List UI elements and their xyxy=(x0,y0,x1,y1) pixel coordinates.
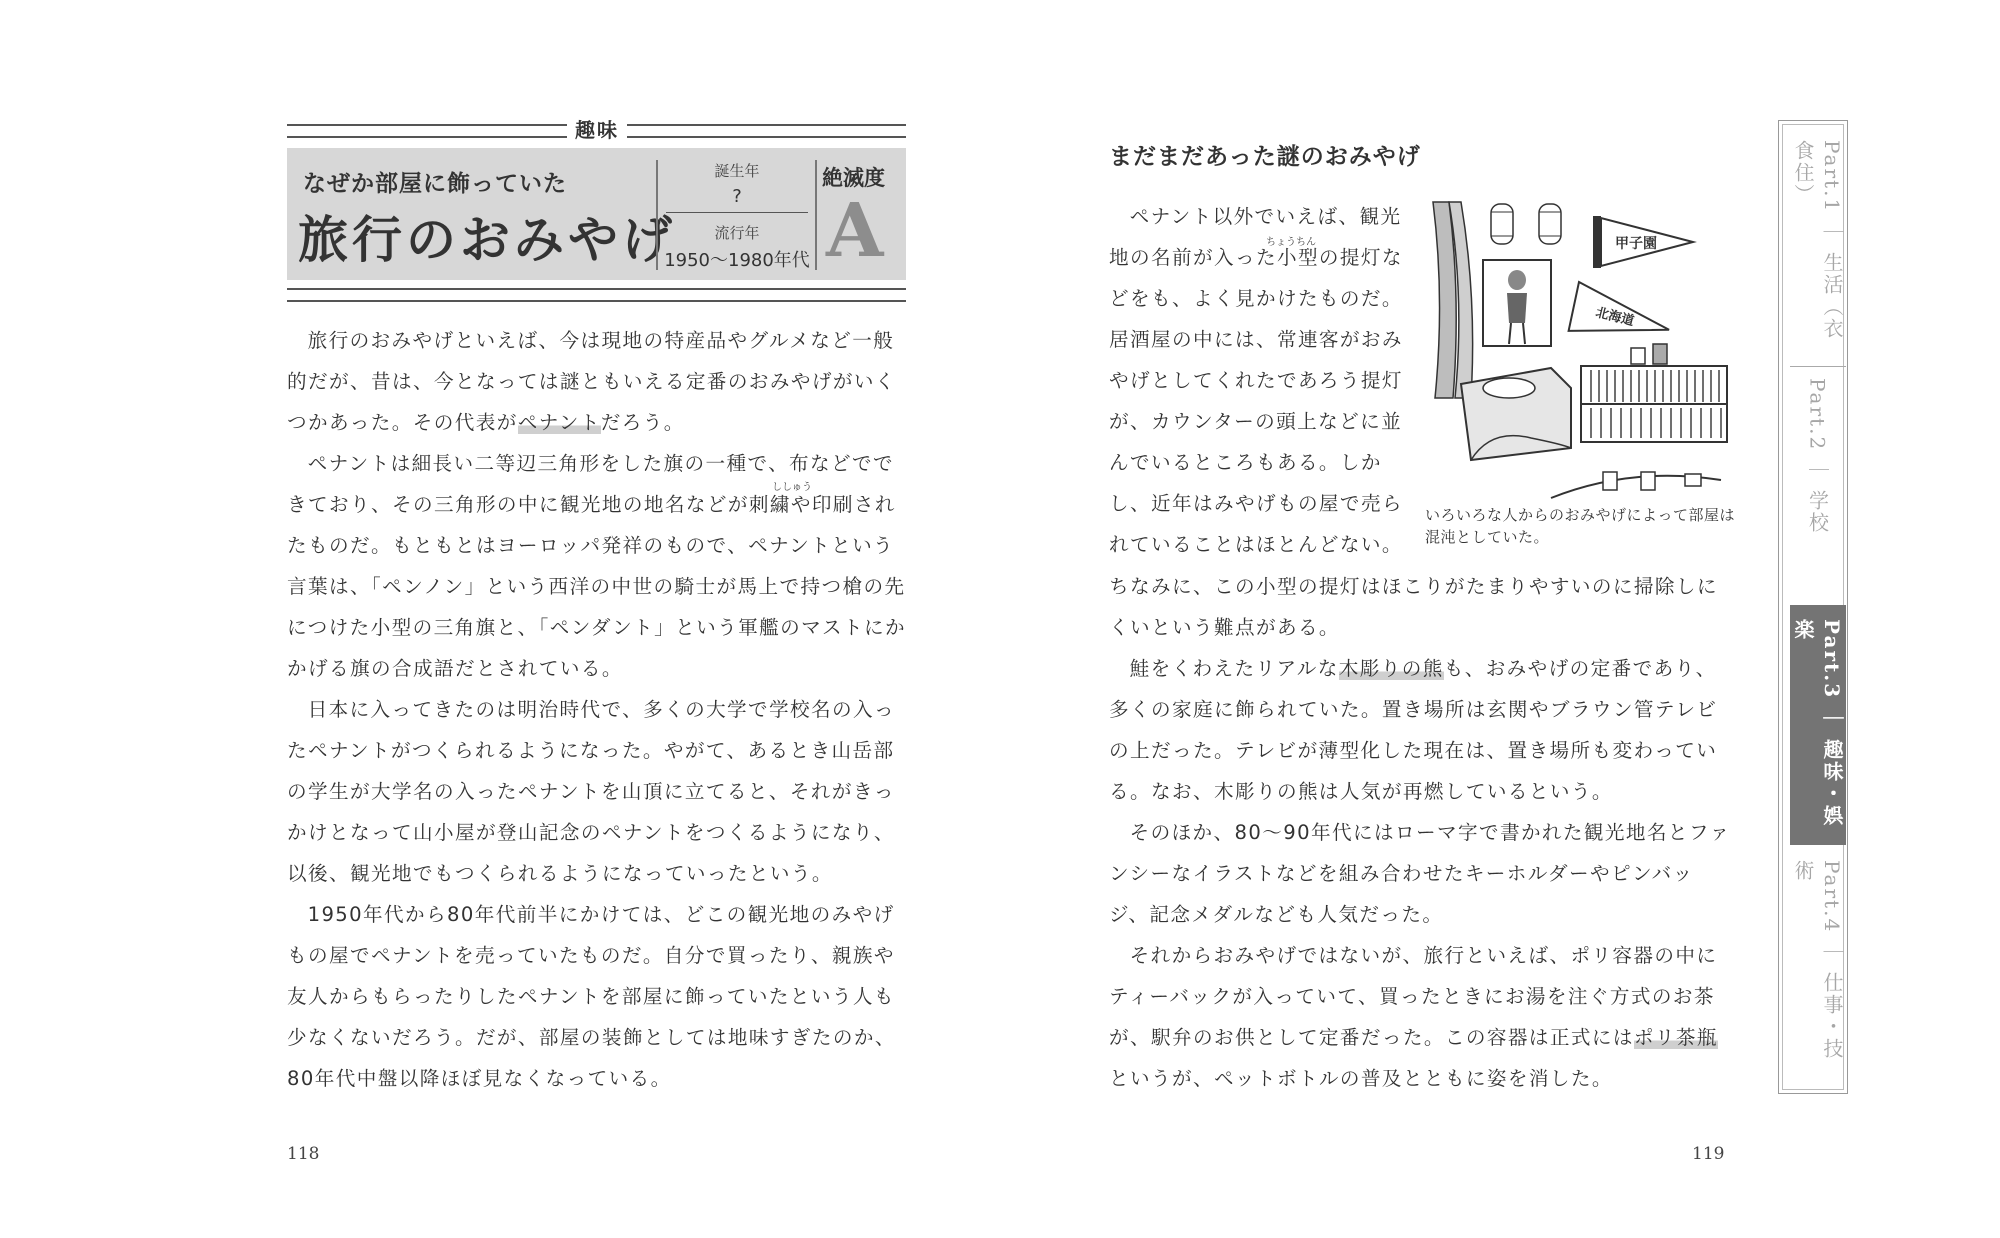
body-paragraph: 1950年代から80年代前半にかけては、どこの観光地のみやげもの屋でペナントを売っていたものだ。自分で買ったり、親族や友人からもらったりしたペナントを部屋に飾っていたという人も少なくないだろう。だが、部屋の装飾としては地味すぎたのか、80年代中盤以降ほぼ見なくなっている。 xyxy=(287,903,896,1090)
body-paragraph: ペナントは細長い二等辺三角形をした旗の一種で、布などでできており、その三角形の中に観光地の地名などが刺繍や印刷されたものだ。もともとはヨーロッパ発祥のもので、ペナントという言葉は、「ペンノン」という西洋の中世の騎士が馬上で持つ槍の先につけた小型の三角旗と、「ペンダント」という軍艦のマストにかかげる旗の合成語だとされている。 xyxy=(287,452,907,680)
trend-year-label: 流行年 xyxy=(714,224,760,242)
birth-year-label: 誕生年 xyxy=(714,162,760,180)
highlight-term: ペナント xyxy=(517,411,601,434)
chapter-tab-part3[interactable] xyxy=(1790,605,1846,845)
page-number-right: 119 xyxy=(1692,1144,1725,1164)
room-illustration xyxy=(1431,198,1729,506)
chapter-tab-part2[interactable] xyxy=(1790,378,1846,578)
extinction-grade: A xyxy=(826,188,884,274)
extinction-label: 絶滅度 xyxy=(822,166,885,190)
ruby-annotation: ちょうちん xyxy=(1266,237,1316,248)
highlight-term: 木彫りの熊 xyxy=(1338,657,1444,680)
illustration-caption: いろいろな人からのおみやげによって部屋は混沌としていた。 xyxy=(1425,506,1736,546)
meta-divider xyxy=(666,212,808,213)
title-subheading: なぜか部屋に飾っていた xyxy=(303,171,567,197)
body-paragraph: それからおみやげではないが、旅行といえば、ポリ容器の中にティーバックが入っていて、買ったときにお湯を注ぐ方式のお茶が、駅弁のお供として定番だった。この容器は正式にはポリ茶瓶というが、ペットボトルの普及とともに姿を消した。 xyxy=(1109,944,1718,1090)
title-divider xyxy=(656,160,658,270)
chapter-tab-label: Part.1 ｜ 生活（衣食住） xyxy=(1791,140,1844,340)
chapter-tab-part1[interactable] xyxy=(1790,140,1846,360)
pennant-text: 北海道 xyxy=(1594,305,1636,330)
highlight-term: ポリ茶瓶 xyxy=(1633,1026,1718,1049)
body-paragraph: 鮭をくわえたリアルな木彫りの熊も、おみやげの定番であり、多くの家庭に飾られていた。置き場所は玄関やブラウン管テレビの上だった。テレビが薄型化した現在は、置き場所も変わっている。なお、木彫りの熊は人気が再燃しているという。 xyxy=(1109,657,1718,803)
page-number-left: 118 xyxy=(287,1144,320,1164)
ruby-annotation: ししゅう xyxy=(772,482,812,493)
category-label: 趣味 xyxy=(567,114,627,143)
birth-year-value: ? xyxy=(732,186,742,207)
chapter-tab-part4[interactable] xyxy=(1790,860,1846,1080)
tab-divider xyxy=(1790,366,1846,367)
trend-year-value: 1950～1980年代 xyxy=(664,250,810,271)
body-paragraph: 旅行のおみやげといえば、今は現地の特産品やグルメなど一般的だが、昔は、今となっては謎ともいえる定番のおみやげがいくつかあった。その代表がペナントだろう。 xyxy=(287,329,896,434)
pennant-text: 甲子園 xyxy=(1615,236,1657,252)
title-divider xyxy=(815,160,817,270)
body-paragraph: 日本に入ってきたのは明治時代で、多くの大学で学校名の入ったペナントがつくられるようになった。やがて、あるとき山岳部の学生が大学名の入ったペナントを山頂に立てると、それがきっかけとなって山小屋が登山記念のペナントをつくるようになり、以後、観光地でもつくられるようになっていったという。 xyxy=(287,698,896,885)
chapter-tab-label: Part.4 ｜ 仕事・技術 xyxy=(1791,860,1844,1060)
page-title: 旅行のおみやげ xyxy=(298,210,676,269)
section-heading: まだまだあった謎のおみやげ xyxy=(1109,144,1421,170)
chapter-tab-label: Part.3 ｜ 趣味・娯楽 xyxy=(1791,619,1844,828)
body-paragraph: ちなみに、この小型の提灯はほこりがたまりやすいのに掃除しにくいという難点がある。 xyxy=(1109,575,1718,639)
body-paragraph: ペナント以外でいえば、観光地の名前が入った小型の提灯などをも、よく見かけたものだ。居酒屋の中には、常連客がおみやげとしてくれたであろう提灯が、カウンターの頭上などに並んでいるところもある。しかし、近年はみやげもの屋で売られていることはほとんどない。 xyxy=(1109,205,1403,556)
body-paragraph: そのほか、80～90年代にはローマ字で書かれた観光地名とファンシーなイラストなどを組み合わせたキーホルダーやピンバッジ、記念メダルなども人気だった。 xyxy=(1109,821,1731,926)
category-rule-bottom xyxy=(287,288,906,302)
chapter-tab-label: Part.2 ｜ 学校 xyxy=(1805,378,1830,534)
